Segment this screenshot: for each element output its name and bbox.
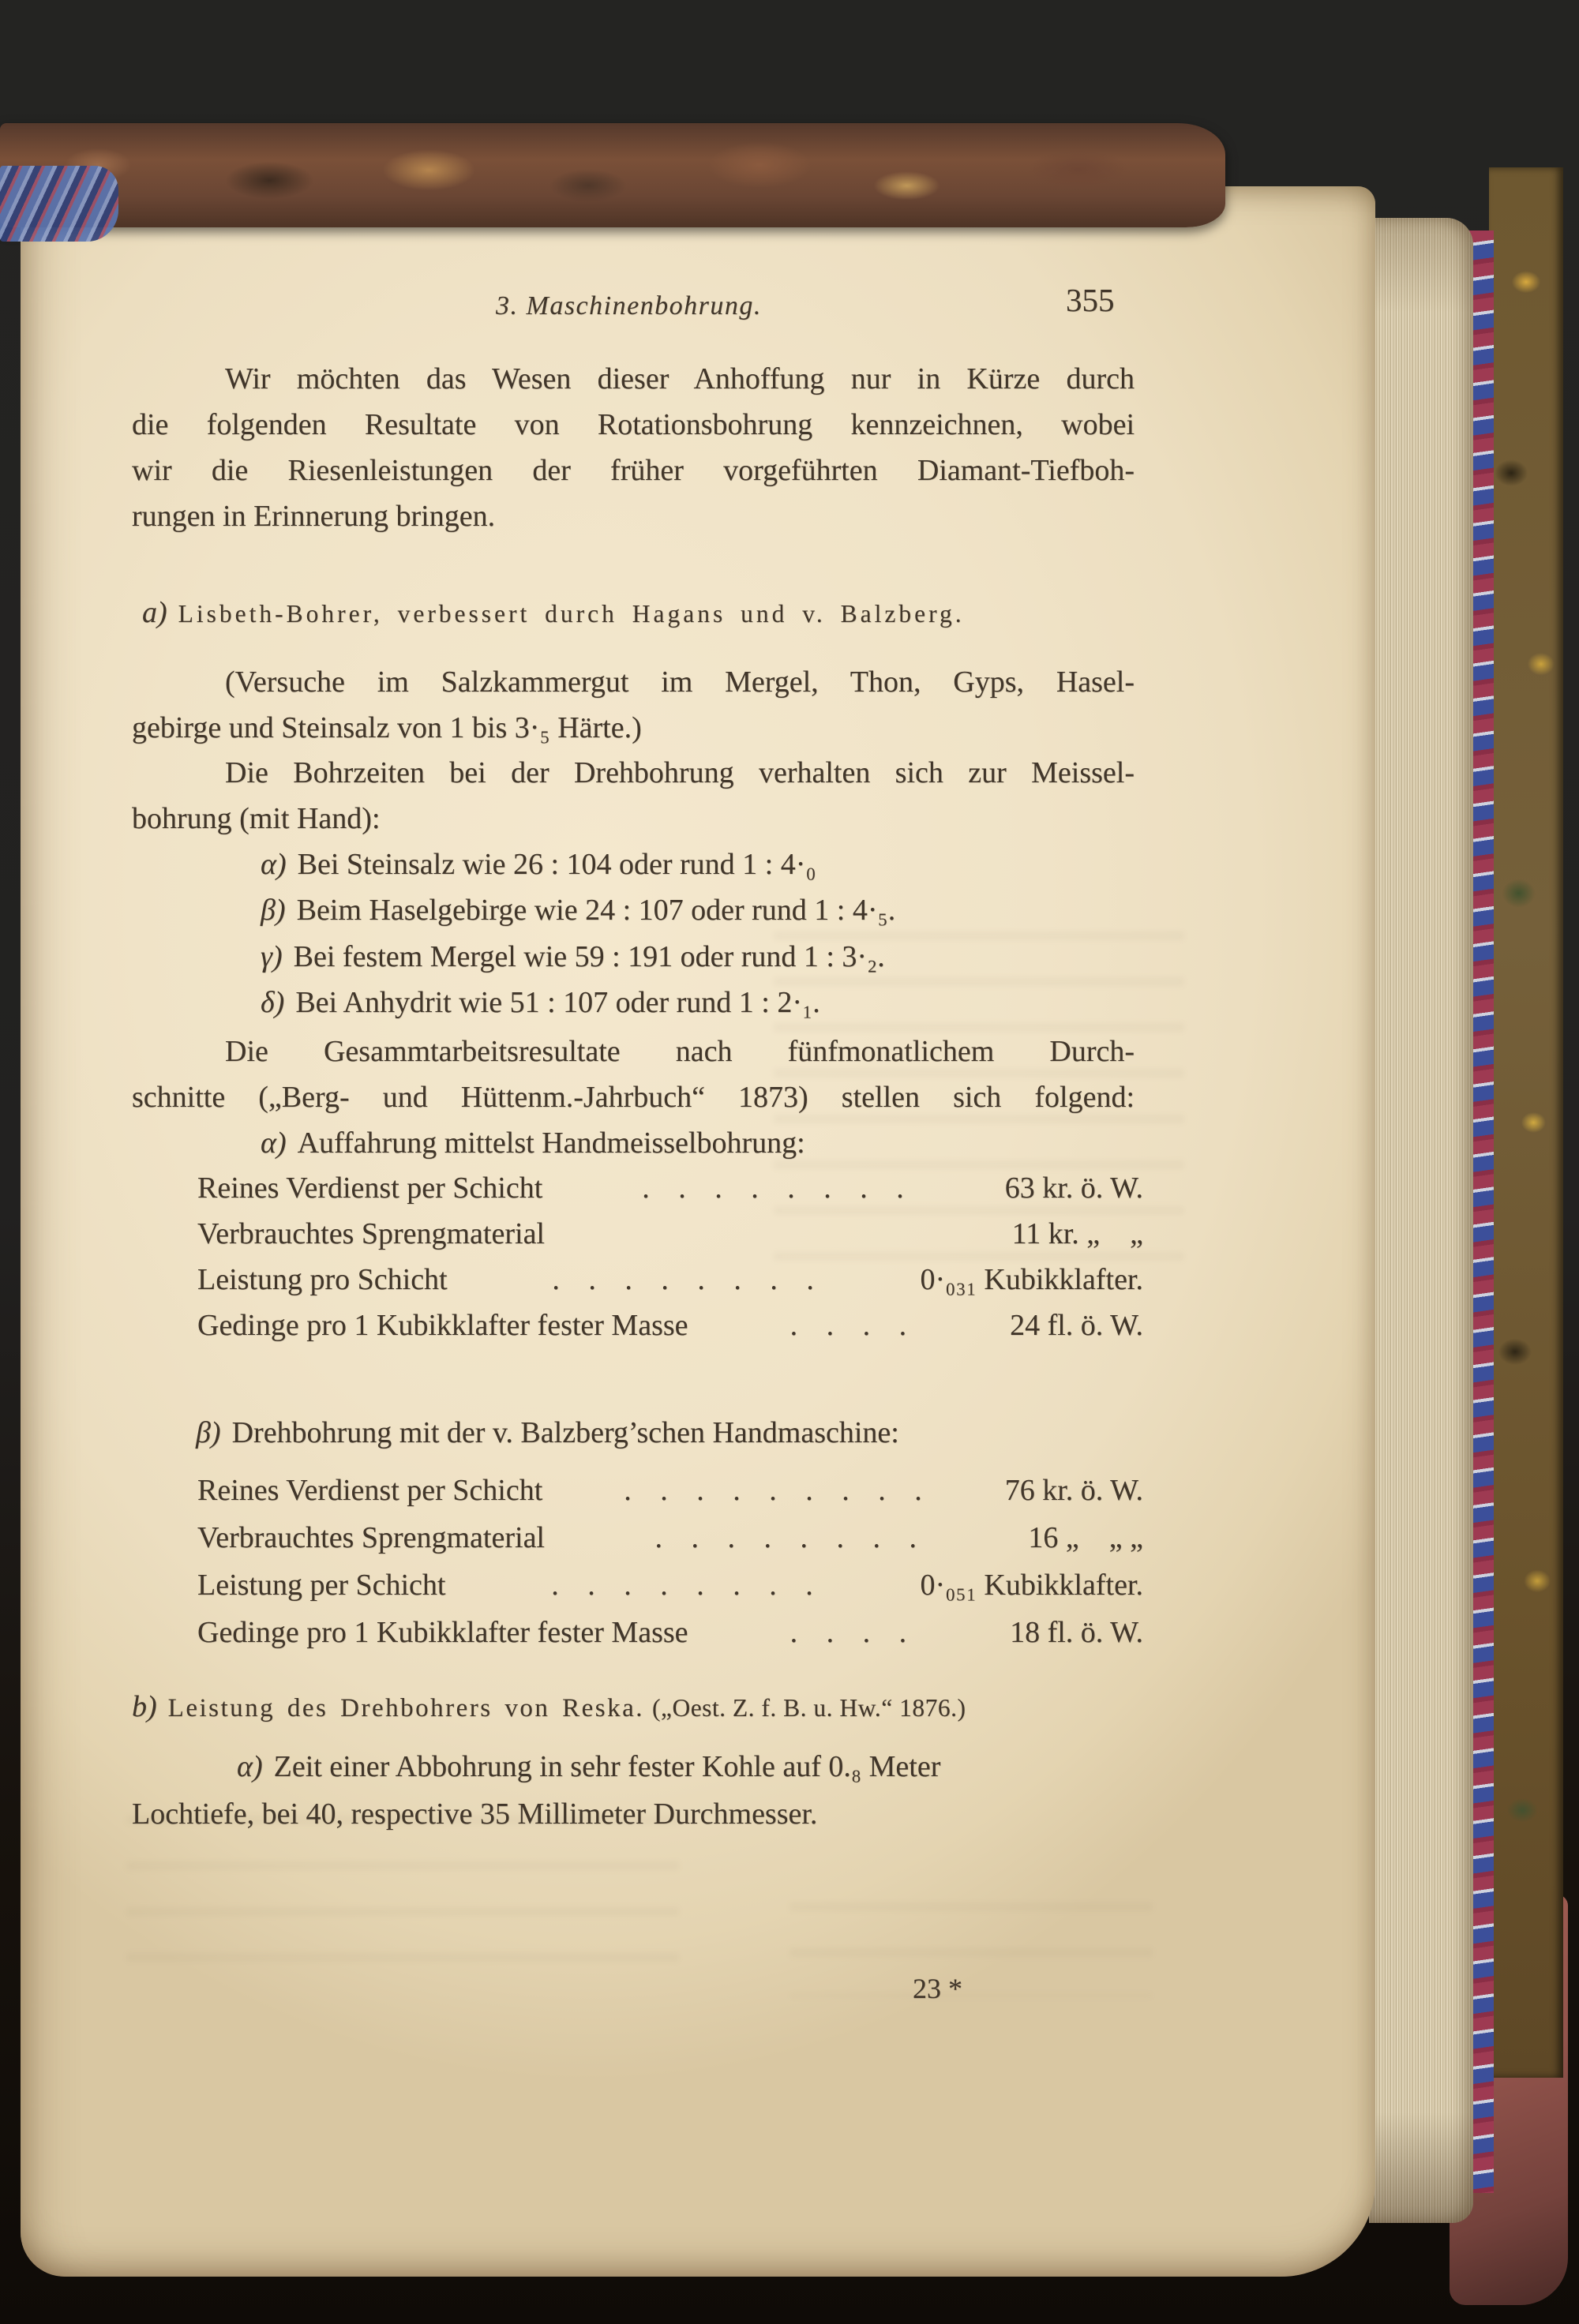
ratio-text: Bei Steinsalz wie 26 : 104 oder rund 1 : 4·₀ [297,848,816,881]
intro-line: rungen in Erinnerung bringen. [132,500,496,533]
section-a-heading-text: Lisbeth-Bohrer, verbessert durch Hagans und v. Balzberg. [178,600,965,628]
section-b-line-text: Zeit einer Abbohrung in sehr fester Kohle auf 0.₈ Meter [273,1750,941,1783]
table-row [197,1568,1143,1604]
versuche-line: (Versuche im Salzkammergut im Mergel, Thon, Gyps, Hasel- [225,665,1135,699]
page-number: 355 [1066,282,1115,318]
section-b-alpha-marker: α) [237,1750,263,1783]
section-b-line [237,1749,940,1786]
dot-leader: . . . . . . . . [642,1171,906,1205]
ratio-marker: α) [261,848,287,881]
row-value: 16 „ „ „ [1028,1521,1143,1554]
ratio-marker: γ) [261,940,283,973]
dot-leader: . . . . [790,1309,909,1342]
row-value: 11 kr. „ „ [1011,1217,1143,1250]
machine-marker: β) [196,1416,221,1449]
section-a-marker: a) [142,596,167,629]
bohrzeiten-line: bohrung (mit Hand): [132,802,381,835]
ratio-line [261,893,895,929]
row-value: 0·₀₅₁ Kubikklafter. [920,1569,1143,1602]
dot-leader: . . . . . . . . [552,1263,816,1296]
row-value: 63 kr. ö. W. [1004,1171,1143,1205]
row-label: Verbrauchtes Sprengmaterial [197,1521,545,1554]
ratio-line [261,939,885,976]
row-label: Reines Verdienst per Schicht [197,1171,543,1205]
table-row [197,1216,1143,1253]
dot-leader: . . . . [790,1616,909,1649]
table-row [197,1262,1143,1299]
section-a-heading [142,595,965,632]
ratio-line [261,985,820,1021]
versuche-line: gebirge und Steinsalz von 1 bis 3·₅ Härte.) [132,711,642,744]
machine-heading-text: Drehbohrung mit der v. Balzberg’schen Handmaschine: [231,1416,899,1449]
row-label: Leistung per Schicht [197,1569,446,1602]
table-row [197,1615,1143,1651]
section-b-heading [132,1689,966,1726]
ratio-text: Bei Anhydrit wie 51 : 107 oder rund 1 : 2·₁. [295,986,820,1019]
section-b-citation: („Oest. Z. f. B. u. Hw.“ 1876.) [651,1694,966,1722]
row-label: Leistung pro Schicht [197,1263,448,1296]
dot-leader: . . . . . . . . [551,1569,815,1602]
section-b-marker: b) [132,1690,157,1723]
ratio-marker: δ) [261,986,285,1019]
section-b-line: Lochtiefe, bei 40, respective 35 Millimeter Durchmesser. [132,1797,818,1831]
row-value: 24 fl. ö. W. [1010,1309,1143,1342]
signature-mark: 23 * [913,1973,962,2004]
row-label: Verbrauchtes Sprengmaterial [197,1217,545,1250]
table-row [197,1473,1143,1509]
machine-heading [196,1415,899,1452]
row-value: 0·₀₃₁ Kubikklafter. [920,1263,1143,1296]
table-row [197,1171,1143,1207]
gesammt-line: Die Gesammtarbeitsresultate nach fünfmonatlichem Durch- [225,1035,1135,1068]
bohrzeiten-line: Die Bohrzeiten bei der Drehbohrung verhalten sich zur Meissel- [225,756,1135,789]
running-head-title: 3. Maschinenbohrung. [496,291,762,320]
table-row [197,1308,1143,1344]
ratio-text: Beim Haselgebirge wie 24 : 107 oder rund 1 : 4·₅. [296,894,896,927]
auffahrung-marker: α) [261,1126,287,1160]
row-value: 18 fl. ö. W. [1010,1616,1143,1649]
intro-line: die folgenden Resultate von Rotationsbohrung kennzeichnen, wobei [132,408,1135,441]
row-value: 76 kr. ö. W. [1004,1474,1143,1507]
ratio-line [261,847,816,883]
dot-leader: . . . . . . . . . [624,1474,924,1507]
auffahrung-heading [261,1126,805,1162]
row-label: Gedinge pro 1 Kubikklafter fester Masse [197,1309,688,1342]
auffahrung-text: Auffahrung mittelst Handmeisselbohrung: [297,1126,805,1160]
row-label: Gedinge pro 1 Kubikklafter fester Masse [197,1616,688,1649]
ratio-text: Bei festem Mergel wie 59 : 191 oder rund 1 : 3·₂. [293,940,885,973]
intro-line: wir die Riesenleistungen der früher vorgeführten Diamant-Tiefboh- [132,454,1135,487]
row-label: Reines Verdienst per Schicht [197,1474,543,1507]
section-b-heading-text: Leistung des Drehbohrers von Reska. [167,1694,644,1722]
intro-line: Wir möchten das Wesen dieser Anhoffung nur in Kürze durch [225,362,1135,395]
gesammt-line: schnitte („Berg- und Hüttenm.-Jahrbuch“ 1873) stellen sich folgend: [132,1081,1135,1114]
table-row [197,1520,1143,1557]
dot-leader: . . . . . . . . [654,1521,918,1554]
ratio-marker: β) [261,894,286,927]
